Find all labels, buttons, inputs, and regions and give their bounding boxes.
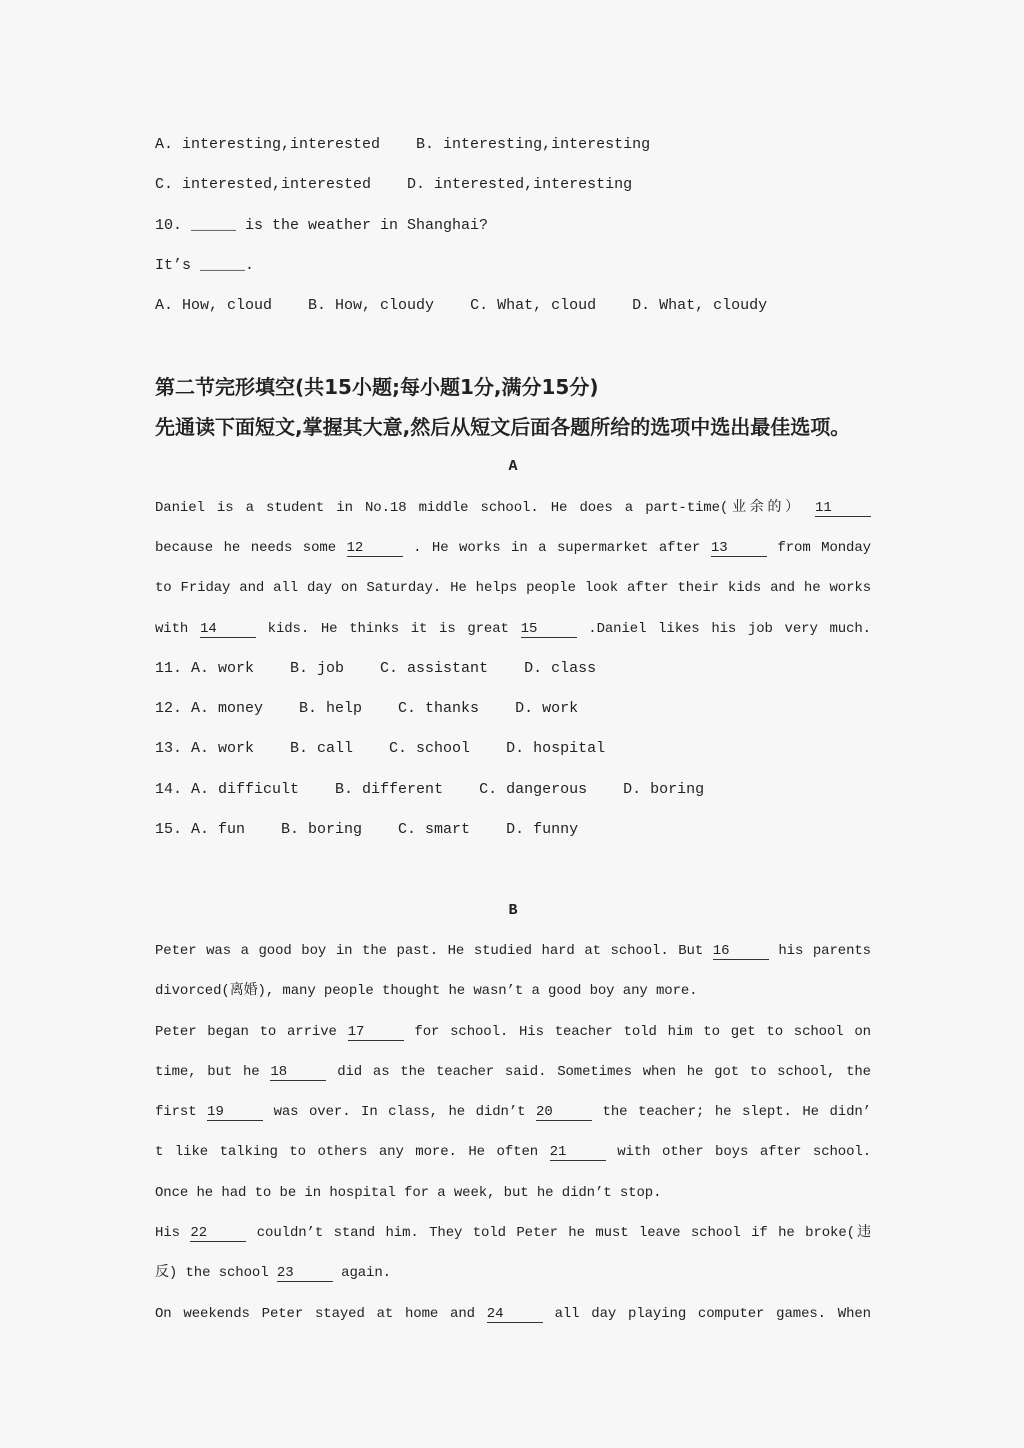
section-instructions: 先通读下面短文,掌握其大意,然后从短文后面各题所给的选项中选出最佳选项。	[155, 415, 851, 440]
option-a: A. fun	[191, 821, 246, 839]
question-11-options	[155, 649, 871, 689]
passage-text: the teacher; he slept. He didn’	[602, 1104, 871, 1121]
blank-15: 15	[521, 621, 577, 638]
page-content	[155, 125, 871, 1334]
blank-19: 19	[207, 1104, 263, 1121]
blank-23: 23	[277, 1265, 333, 1282]
passage-b-line	[155, 1294, 871, 1334]
option-c: C. smart	[398, 821, 471, 839]
blank-12: 12	[347, 540, 403, 557]
option-b: B. interesting,interesting	[416, 136, 651, 153]
blank-24: 24	[487, 1306, 543, 1323]
option-d: D. funny	[506, 821, 579, 839]
passage-text: divorced(离婚), many people thought he wasn’t a good boy any more.	[155, 983, 698, 1000]
question-10-options	[155, 286, 871, 326]
blank-11: 11	[815, 500, 871, 517]
passage-b-line	[155, 971, 871, 1011]
passage-text: .Daniel likes his job very much.	[588, 620, 871, 637]
passage-text: did as the teacher said. Sometimes when he got to school, the	[337, 1063, 871, 1080]
question-13-options	[155, 729, 871, 769]
passage-b-line	[155, 1092, 871, 1132]
question-number: 13.	[155, 740, 183, 758]
passage-text: with	[155, 620, 189, 637]
option-c: C. school	[389, 740, 471, 758]
option-a: A. interesting,interested	[155, 136, 381, 153]
passage-text: for school. His teacher told him to get to school on	[414, 1023, 871, 1040]
question-14-options	[155, 770, 871, 810]
passage-b-line	[155, 1052, 871, 1092]
question-number: 11.	[155, 659, 183, 677]
option-a: A. difficult	[191, 780, 300, 798]
option-row	[155, 165, 871, 205]
spacer	[155, 326, 871, 366]
option-d: D. work	[515, 700, 579, 718]
passage-text: Once he had to be in hospital for a week, but he didn’t stop.	[155, 1184, 662, 1201]
option-d: D. boring	[623, 780, 705, 798]
passage-text: t like talking to others any more. He often	[155, 1144, 539, 1161]
passage-text: couldn’t stand him. They told Peter he must leave school if he broke(违	[256, 1225, 871, 1242]
option-c: C. thanks	[398, 700, 480, 718]
blank-22: 22	[190, 1225, 246, 1242]
passage-b-line	[155, 1012, 871, 1052]
question-10-stem: 10. _____ is the weather in Shanghai?	[155, 216, 489, 234]
option-d: D. What, cloudy	[632, 297, 768, 315]
question-15-options	[155, 810, 871, 850]
passage-text: his parents	[778, 942, 871, 959]
blank-20: 20	[536, 1104, 592, 1121]
passage-text: Peter was a good boy in the past. He studied hard at school. But	[155, 942, 704, 959]
passage-b-line	[155, 931, 871, 971]
option-b: B. different	[335, 780, 444, 798]
blank-18: 18	[270, 1064, 326, 1081]
option-d: D. interested,interesting	[407, 176, 633, 194]
option-a: A. How, cloud	[155, 297, 273, 315]
passage-text: again.	[341, 1265, 391, 1282]
option-row	[155, 125, 871, 165]
passage-text: Peter began to arrive	[155, 1023, 337, 1040]
passage-b-line	[155, 1132, 871, 1172]
passage-text: His	[155, 1225, 180, 1242]
passage-text: to Friday and all day on Saturday. He helps people look after their kids and he works	[155, 580, 871, 597]
option-b: B. call	[290, 740, 354, 758]
passage-text: because he needs some	[155, 539, 336, 556]
passage-a-line	[155, 609, 871, 649]
blank-16: 16	[713, 943, 769, 960]
passage-a-label: A	[508, 458, 518, 476]
passage-b-line	[155, 1213, 871, 1253]
section-title: 第二节完形填空(共15小题;每小题1分,满分15分)	[155, 374, 599, 399]
passage-b-line	[155, 1253, 871, 1293]
spacer	[155, 850, 871, 890]
passage-text: first	[155, 1104, 197, 1121]
question-number: 14.	[155, 780, 183, 798]
blank-13: 13	[711, 540, 767, 557]
passage-text: kids. He thinks it is great	[267, 620, 509, 637]
question-number: 12.	[155, 700, 183, 718]
question-10-answer-line: It’s _____.	[155, 256, 255, 274]
passage-a-line	[155, 488, 871, 528]
blank-17: 17	[348, 1024, 404, 1041]
option-a: A. money	[191, 700, 264, 718]
option-a: A. work	[191, 740, 255, 758]
option-d: D. hospital	[506, 740, 606, 758]
option-c: C. interested,interested	[155, 176, 372, 194]
passage-text: . He works in a supermarket after	[413, 539, 701, 556]
passage-text: 反) the school	[155, 1265, 269, 1282]
passage-text: On weekends Peter stayed at home and	[155, 1305, 475, 1322]
option-b: B. job	[290, 659, 345, 677]
passage-text: Daniel is a student in No.18 middle school. He does a part-time(业余的）	[155, 499, 803, 516]
option-a: A. work	[191, 659, 255, 677]
option-b: B. boring	[281, 821, 363, 839]
blank-21: 21	[550, 1144, 606, 1161]
passage-text: with other boys after school.	[617, 1144, 871, 1161]
option-b: B. How, cloudy	[308, 297, 435, 315]
passage-text: from Monday	[777, 539, 871, 556]
passage-text: was over. In class, he didn’t	[273, 1104, 526, 1121]
blank-14: 14	[200, 621, 256, 638]
passage-a-line	[155, 528, 871, 568]
option-c: C. assistant	[380, 659, 489, 677]
passage-text: all day playing computer games. When	[554, 1305, 871, 1322]
option-c: C. What, cloud	[470, 297, 597, 315]
passage-a-line	[155, 568, 871, 608]
option-d: D. class	[524, 659, 597, 677]
option-c: C. dangerous	[479, 780, 588, 798]
passage-b-line	[155, 1173, 871, 1213]
question-number: 15.	[155, 821, 183, 839]
question-12-options	[155, 689, 871, 729]
passage-text: time, but he	[155, 1063, 260, 1080]
option-b: B. help	[299, 700, 363, 718]
passage-b-label: B	[508, 901, 518, 919]
